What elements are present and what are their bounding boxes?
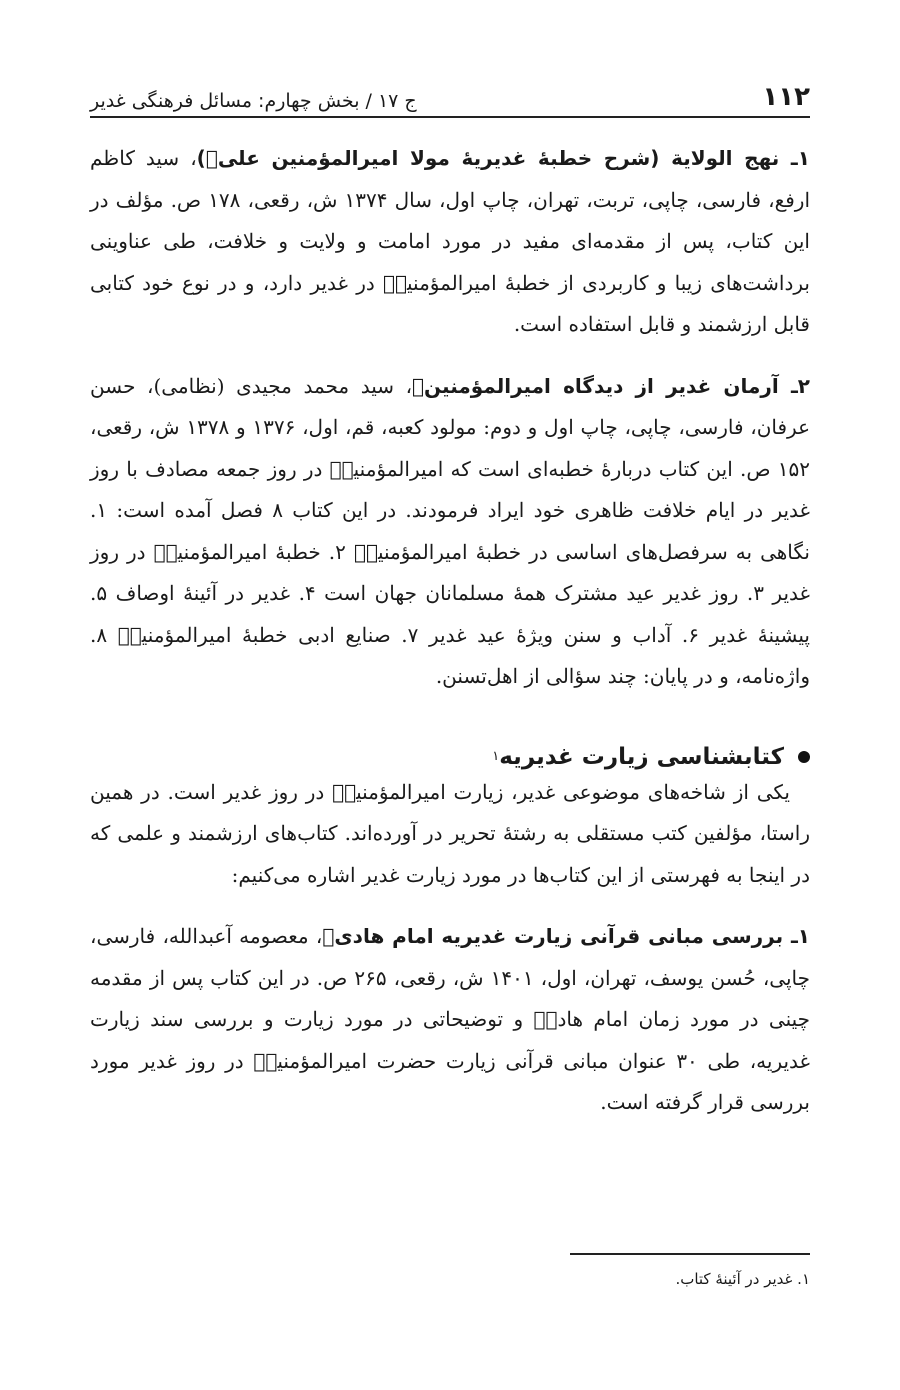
entry-body: ، سید کاظم ارفع، فارسی، چاپی، تربت، تهران، چاپ اول، سال ۱۳۷۴ ش، رقعی، ۱۷۸ ص. مؤلف در این کتاب، پس از مقدمه‌ای مفید در مورد امامت و ولایت و خلافت، طی عناوینی برداشت‌های زیبا و کاربردی از خطبهٔ امیرالمؤمنینؑ در غدیر دارد، و در نوع خود کتابی قابل ارزشمند و قابل استفاده است. [90,146,811,336]
entry-title: ۱ـ نهج الولایة (شرح خطبهٔ غدیریهٔ مولا امیرالمؤمنین علیؑ) [196,146,810,170]
section-heading [90,744,810,770]
footnote-rule [570,1253,810,1255]
section-heading-text: کتابشناسی زیارت غدیریه [499,743,784,770]
page-number: ۱۱۲ [762,82,810,112]
entry-body: ، معصومه آعبدالله، فارسی، چاپی، حُسن یوسف، تهران، اول، ۱۴۰۱ ش، رقعی، ۲۶۵ ص. در این کتاب پس از مقدمه چینی در مورد زمان امام هادیؑ و توضیحاتی در مورد زیارت و بررسی سند زیارت غدیریه، طی ۳۰ عنوان مبانی قرآنی زیارت حضرت امیرالمؤمنینؑ در روز غدیر مورد بررسی قرار گرفته است. [90,924,810,1114]
running-head: ج ۱۷ / بخش چهارم: مسائل فرهنگی غدیر [90,90,417,112]
footnote-marker: ۱ [492,749,500,764]
bibliography-entry [90,366,810,698]
entry-title: ۱ـ بررسی مبانی قرآنی زیارت غدیریه امام هادیؑ [322,924,810,948]
entry-body: ، سید محمد مجیدی (نظامی)، حسن عرفان، فارسی، چاپی، چاپ اول و دوم: مولود کعبه، قم، اول، ۱۳۷۶ و ۱۳۷۸ ش، رقعی، ۱۵۲ ص. این کتاب دربارهٔ خطبه‌ای است که امیرالمؤمنینؑ در روز جمعه مصادف با روز غدیر در ایام خلافت ظاهری خود ایراد فرمودند. در این کتاب ۸ فصل آمده است: ۱. نگاهی به سرفصل‌های اساسی در خطبهٔ امیرالمؤمنینؑ ۲. خطبهٔ امیرالمؤمنینؑ در روز غدیر ۳. روز غدیر عید مشترک همهٔ مسلمانان جهان است ۴. غدیر در آئینهٔ اوصاف ۵. پیشینهٔ غدیر ۶. آداب و سنن ویژهٔ عید غدیر ۷. صنایع ادبی خطبهٔ امیرالمؤمنینؑ ۸. واژه‌نامه، و در پایان: چند سؤالی از اهل‌تسنن. [90,373,811,688]
footnote: ۱. غدیر در آئینهٔ کتاب. [675,1270,810,1288]
bibliography-entry [90,916,810,1124]
header-rule [90,116,810,118]
entry-title: ۲ـ آرمان غدیر از دیدگاه امیرالمؤمنینؑ [412,373,810,398]
section-intro: یکی از شاخه‌های موضوعی غدیر، زیارت امیرالمؤمنینؑ در روز غدیر است. در همین راستا، مؤلفین کتب مستقلی به رشتهٔ تحریر در آورده‌اند. کتاب‌های ارزشمند و علمی که در اینجا به فهرستی از این کتاب‌ها در مورد زیارت غدیر اشاره می‌کنیم: [90,779,810,887]
page-content [90,138,810,1144]
bibliography-entry [90,138,810,346]
bullet-icon [798,751,810,763]
page-header [90,62,810,112]
